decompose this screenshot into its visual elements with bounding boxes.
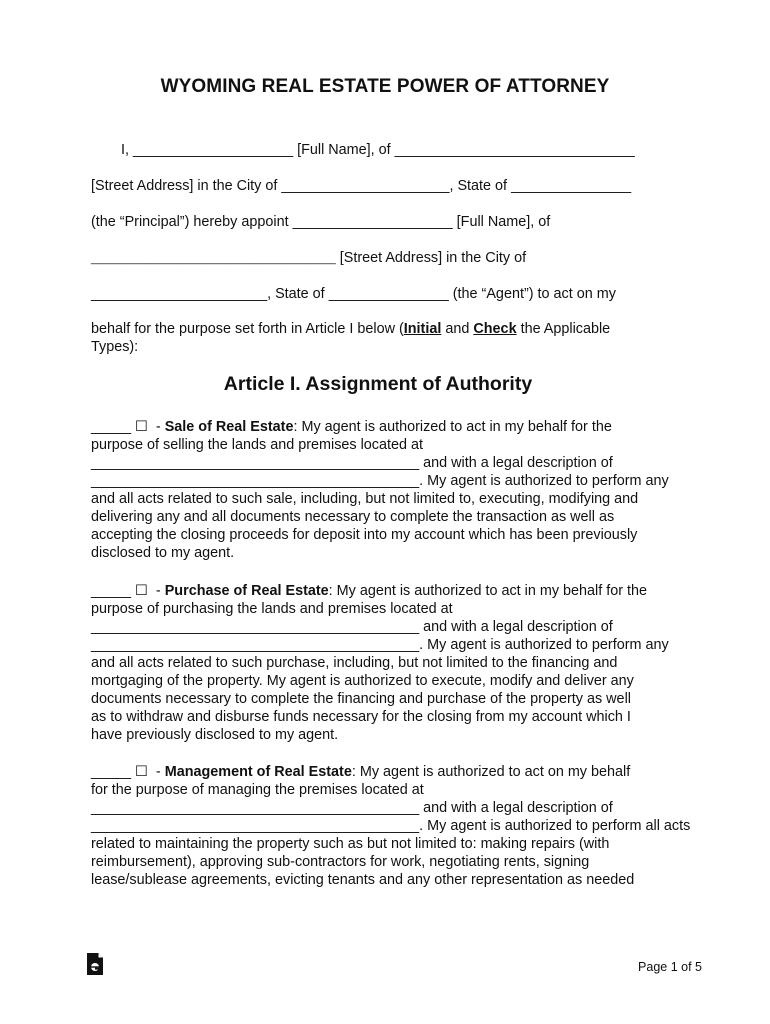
agent-address-blank[interactable]: ________________________________________ xyxy=(91,253,336,265)
page-number: Page 1 of 5 xyxy=(638,960,702,974)
intro-line-1: I, ____________________ [Full Name], of ______________________________ xyxy=(121,142,635,158)
eforms-logo-icon xyxy=(86,952,104,976)
agent-state-blank[interactable]: _______________ xyxy=(328,286,449,302)
name-blank[interactable]: ____________________ xyxy=(133,142,294,158)
intro-line-2: [Street Address] in the City of _____________________, State of _______________ xyxy=(91,178,632,194)
section-management: _____ ☐ - Management of Real Estate: My agent is authorized to act on my behalf for the purpose of managing the premises located at _________________________________________ and with a legal description of _________________________________________. My agent is authorized to perform all acts related to maintaining the property such as but not limited to: making repairs (with reimbursement), approving sub-contractors for work, negotiating rents, signing lease/sublease agreements, evicting tenants and any other representation as needed xyxy=(91,764,691,888)
management-initial-checkbox[interactable]: _____ ☐ - xyxy=(91,764,165,780)
intro-line-3: (the “Principal”) hereby appoint ____________________ [Full Name], of xyxy=(91,214,551,230)
address-blank[interactable]: ______________________________ xyxy=(394,142,635,158)
agent-city-blank[interactable]: ______________________ xyxy=(91,286,268,302)
intro-paragraph: behalf for the purpose set forth in Article I below (Initial and Check the Applicable Types): xyxy=(91,321,611,355)
intro-line-5: ______________________, State of _______________ (the “Agent”) to act on my xyxy=(91,286,616,302)
intro-line-4: ________________________________________ [Street Address] in the City of xyxy=(91,250,527,266)
page-title: WYOMING REAL ESTATE POWER OF ATTORNEY xyxy=(160,76,610,97)
agent-name-blank[interactable]: ____________________ xyxy=(292,214,453,230)
article-heading: Article I. Assignment of Authority xyxy=(223,373,533,395)
purchase-initial-checkbox[interactable]: _____ ☐ - xyxy=(91,583,165,599)
city-blank[interactable]: _____________________ xyxy=(281,178,450,194)
section-sale: _____ ☐ - Sale of Real Estate: My agent is authorized to act in my behalf for the purpose of selling the lands and premises located at _________________________________________ and with a legal description of _________________________________________. My agent is authorized to perform any and all acts related to such sale, including, but not limited to, executing, modifying and delivering any and all documents necessary to complete the transaction as well as accepting the closing proceeds for deposit into my account which has been previously disclosed to my agent. xyxy=(91,419,669,561)
check-label: Check xyxy=(473,321,517,337)
sale-initial-checkbox[interactable]: _____ ☐ - xyxy=(91,419,165,435)
initial-label: Initial xyxy=(403,321,442,337)
state-blank[interactable]: _______________ xyxy=(511,178,632,194)
sale-heading: Sale of Real Estate xyxy=(164,419,294,435)
section-purchase: _____ ☐ - Purchase of Real Estate: My agent is authorized to act in my behalf for the purpose of purchasing the lands and premises located at _________________________________________ and with a legal description of _________________________________________. My agent is authorized to perform any and all acts related to such purchase, including, but not limited to the financing and mortgaging of the property. My agent is authorized to execute, modify and deliver any documents necessary to complete the financing and purchase of the property as well as to withdraw and disburse funds necessary for the closing from my account which I have previously disclosed to my agent. xyxy=(91,583,669,743)
management-heading: Management of Real Estate xyxy=(164,764,352,780)
purchase-heading: Purchase of Real Estate xyxy=(164,583,329,599)
